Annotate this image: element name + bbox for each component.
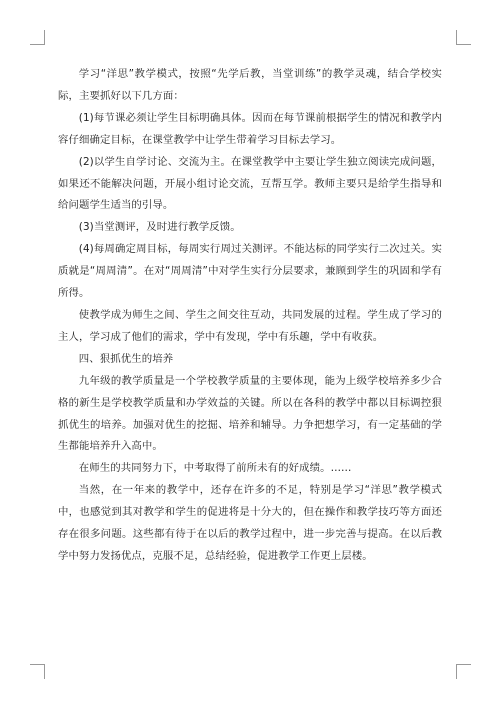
paragraph-item-3: (3)当堂测评，及时进行教学反馈。 [78, 221, 241, 234]
paragraph-item-4: (4)每周确定周目标，每周实行周过关测评。不能达标的同学实行二次过关。实质就是“周周清”。在对“周周清”中对学生实行分层要求，兼顾到学生的巩固和学有所得。 [58, 243, 442, 300]
crop-mark-bottom-left [30, 664, 45, 679]
paragraph-top-students: 九年级的教学质量是一个学校教学质量的主要体现，能为上级学校培养多少合格的新生是学校教学质量和办学效益的关键。所以在各科的教学中都以目标调控狠抓优生的培养。加强对优生的挖掘、培养和辅导。力争把想学习，有一定基础的学生都能培养升入高中。 [58, 374, 442, 453]
paragraph-item-2: (2)以学生自学讨论、交流为主。在课堂教学中主要让学生独立阅读完成问题，如果还不能解决问题，开展小组讨论交流，互帮互学。教师主要只是给学生指导和给问题学生适当的引导。 [58, 155, 442, 212]
paragraph-summary: 使教学成为师生之间、学生之间交往互动，共同发展的过程。学生成了学习的主人，学习成了他们的需求，学中有发现，学中有乐趣，学中有收获。 [58, 308, 442, 343]
crop-mark-bottom-right [456, 664, 471, 679]
paragraph-item-1: (1)每节课必须让学生目标明确具体。因而在每节课前根据学生的情况和教学内容仔细确定目标，在课堂教学中让学生带着学习目标去学习。 [58, 111, 442, 146]
paragraph-results: 在师生的共同努力下，中考取得了前所未有的好成绩。…… [78, 462, 352, 475]
crop-mark-top-right [456, 30, 471, 45]
crop-mark-top-left [30, 30, 45, 45]
paragraph-intro: 学习“洋思”教学模式，按照“先学后教，当堂训练”的教学灵魂，结合学校实际，主要抓好以下几方面： [58, 68, 442, 102]
section-heading: 四、狠抓优生的培养 [78, 352, 174, 365]
document-body [58, 64, 442, 568]
paragraph-conclusion: 当然，在一年来的教学中，还存在许多的不足，特别是学习“洋思”教学模式中，也感觉到其对教学和学生的促进将是十分大的，但在操作和教学技巧等方面还存在很多问题。这些都有待于在以后的教学过程中，进一步完善与提高。在以后教学中努力发扬优点，克服不足，总结经验，促进教学工作更上层楼。 [58, 484, 442, 562]
